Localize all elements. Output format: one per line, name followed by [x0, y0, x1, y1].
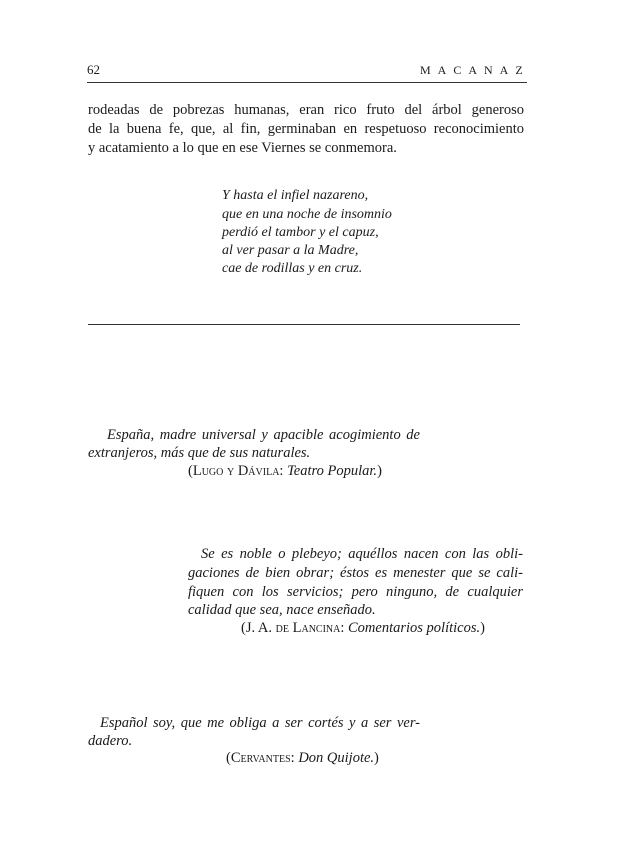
quote-line: Se es noble o plebeyo; aquéllos nacen con las obli-	[201, 546, 523, 562]
attribution-separator: :	[290, 750, 299, 766]
quote-line: dadero.	[88, 733, 133, 749]
attribution-author: J. A. de Lancina	[245, 620, 341, 636]
running-head: MACANAZ	[420, 63, 530, 77]
quote-line: extranjeros, más que de sus naturales.	[88, 445, 311, 461]
attribution-separator: :	[340, 620, 349, 636]
quote-line: gaciones de bien obrar; éstos es menester que se cali-	[188, 565, 523, 581]
verse-line: que en una noche de insomnio	[222, 207, 392, 222]
attribution-open-paren: (	[241, 620, 246, 636]
attribution-work: Teatro Popular.	[287, 463, 378, 479]
verse-line: perdió el tambor y el capuz,	[222, 225, 379, 240]
attribution-separator: :	[279, 463, 288, 479]
quote-line: fiquen con los servicios; pero ninguno, de cualquier	[188, 584, 523, 600]
quote-line: España, madre universal y apacible acogimiento de	[107, 427, 420, 443]
attribution-open-paren: (	[188, 463, 193, 479]
quote-attribution	[241, 620, 485, 637]
attribution-author: Lugo y Dávila	[192, 463, 280, 479]
verse-line: al ver pasar a la Madre,	[222, 243, 359, 258]
attribution-author: Cervantes	[230, 750, 291, 766]
attribution-work: Comentarios políticos.	[348, 620, 481, 636]
verse-line: Y hasta el infiel nazareno,	[222, 188, 369, 203]
paragraph-line: rodeadas de pobrezas humanas, eran rico fruto del árbol generoso	[88, 102, 524, 118]
attribution-open-paren: (	[226, 750, 231, 766]
attribution-close-paren: )	[374, 750, 379, 766]
attribution-close-paren: )	[377, 463, 382, 479]
page-number: 62	[87, 62, 100, 77]
paragraph-line: y acatamiento a lo que en ese Viernes se conmemora.	[88, 140, 397, 156]
section-divider	[88, 324, 520, 325]
quote-line: calidad que sea, nace enseñado.	[188, 602, 376, 618]
attribution-close-paren: )	[480, 620, 485, 636]
quote-attribution	[188, 463, 382, 480]
attribution-work: Don Quijote.	[298, 750, 375, 766]
quote-attribution	[226, 750, 379, 767]
paragraph-line: de la buena fe, que, al fin, germinaban en respetuoso reconocimiento	[88, 121, 524, 137]
header-rule	[87, 82, 527, 83]
quote-line: Español soy, que me obliga a ser cortés y a ser ver-	[100, 715, 420, 731]
verse-line: cae de rodillas y en cruz.	[222, 261, 363, 276]
